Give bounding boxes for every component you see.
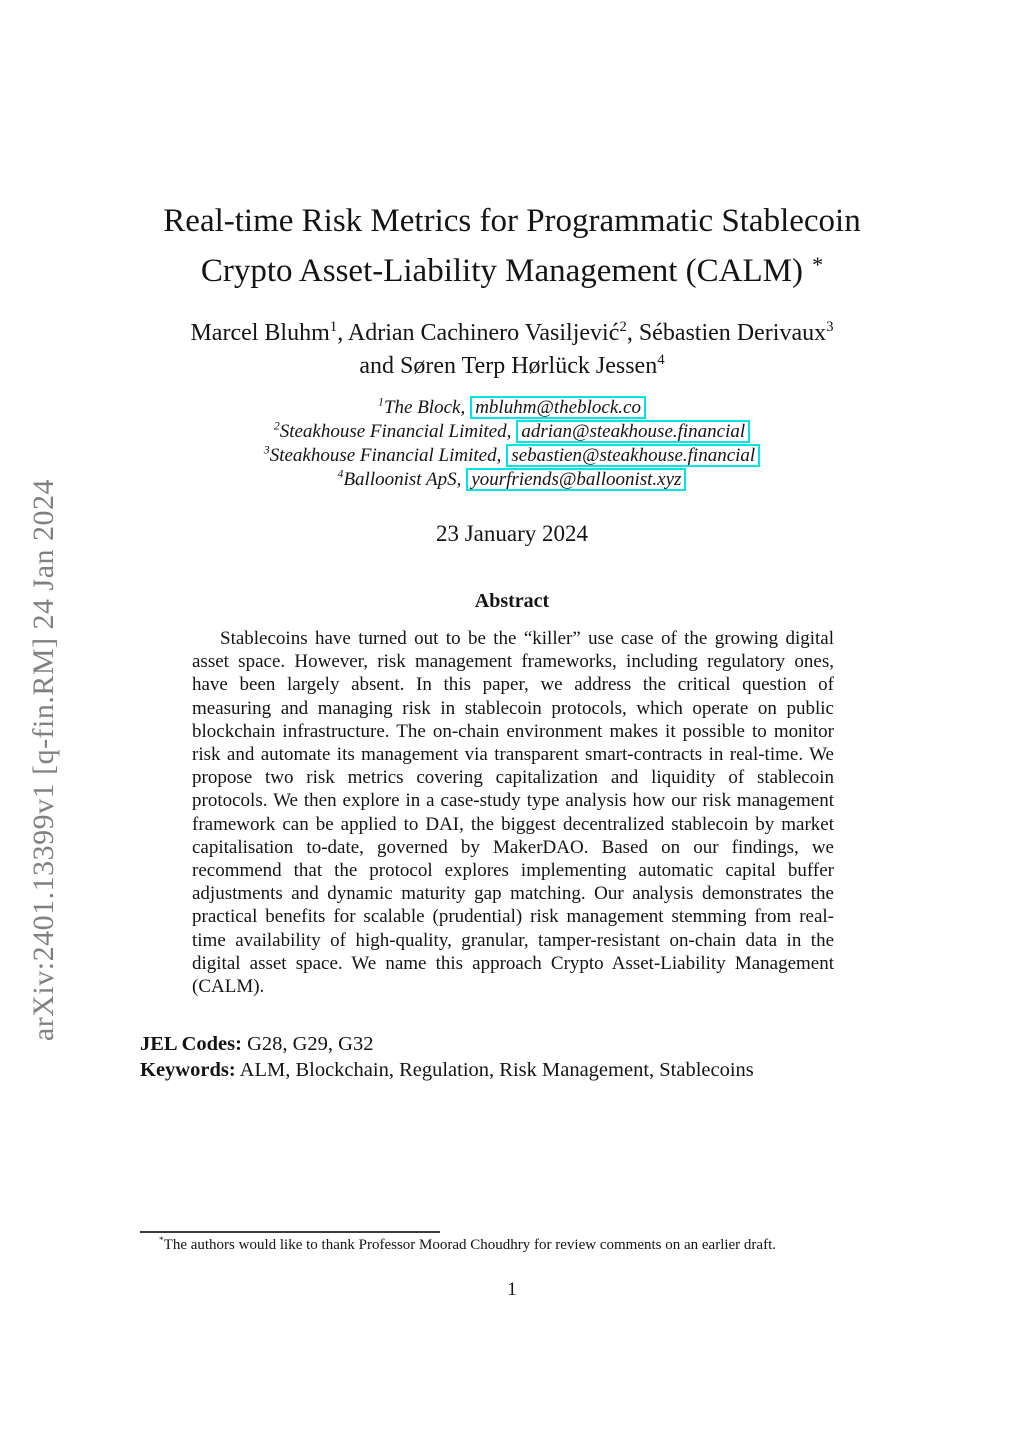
affiliation-line [0, 420, 1024, 444]
title-footnote-marker: * [811, 252, 824, 277]
affiliation-line [0, 444, 1024, 468]
author-list [0, 317, 1024, 383]
jel-value: G28, G29, G32 [247, 1033, 374, 1055]
abstract-heading: Abstract [474, 590, 550, 612]
author-affil-ref: 1 [329, 319, 338, 335]
author-name: Sébastien Derivaux [638, 320, 827, 346]
title-line-2: Crypto Asset-Liability Management (CALM) [200, 253, 803, 289]
keywords-value: ALM, Blockchain, Regulation, Risk Management, Stablecoins [239, 1059, 754, 1081]
affiliation-number: 2 [273, 419, 280, 433]
affiliation-number: 4 [337, 467, 344, 481]
affiliation-org: Steakhouse Financial Limited, [279, 421, 512, 442]
author-affil-ref: 3 [826, 319, 834, 335]
arxiv-watermark: arXiv:2401.13399v1 [q-fin.RM] 24 Jan 2024 [27, 478, 60, 1042]
footnote-rule [140, 1231, 440, 1233]
affiliation-org: Steakhouse Financial Limited, [269, 445, 502, 466]
footnote-marker: * [159, 1236, 164, 1246]
author-line-2 [0, 350, 1024, 383]
page-number: 1 [507, 1279, 517, 1300]
author-affil-ref: 2 [619, 319, 627, 335]
affiliation-list [0, 396, 1024, 492]
author-line-1 [0, 317, 1024, 350]
email-link[interactable]: yourfriends@balloonist.xyz [466, 468, 686, 491]
footnote-text: The authors would like to thank Professor Moorad Choudhry for review comments on an earlier draft. [163, 1237, 776, 1253]
keywords-label: Keywords: [140, 1059, 236, 1081]
jel-codes-line [140, 1031, 884, 1057]
author-affil-ref: 4 [657, 352, 665, 368]
keywords-line [140, 1057, 884, 1083]
footnote [140, 1236, 888, 1255]
affiliation-number: 3 [263, 443, 270, 457]
paper-title [0, 200, 1024, 293]
email-link[interactable]: mbluhm@theblock.co [470, 396, 646, 419]
paper-meta [140, 1031, 884, 1083]
paper-date: 23 January 2024 [435, 521, 589, 546]
author-name: Adrian Cachinero Vasiljević [347, 320, 620, 346]
abstract-text: Stablecoins have turned out to be the “killer” use case of the growing digital asset space. However, risk management frameworks, including regulatory ones, have been largely absent. In this paper, we address the critical question of measuring and managing risk in stablecoin protocols, which operate on public blockchain infrastructure. The on-chain environment makes it possible to monitor risk and automate its management via transparent smart-contracts in real-time. We propose two risk metrics covering capitalization and liquidity of stablecoin protocols. We then explore in a case-study type analysis how our risk management framework can be applied to DAI, the biggest decentralized stablecoin by market capitalisation to-date, governed by MakerDAO. Based on our findings, we recommend that the protocol explores implementing automatic capital buffer adjustments and dynamic maturity gap matching. Our analysis demonstrates the practical benefits for scalable (prudential) risk management stemming from real-time availability of high-quality, granular, tamper-resistant on-chain data in the digital asset space. We name this approach Crypto Asset-Liability Management (CALM). [192, 628, 834, 998]
email-link[interactable]: adrian@steakhouse.financial [516, 420, 750, 443]
affiliation-org: The Block, [383, 397, 466, 418]
affiliation-number: 1 [378, 395, 384, 409]
affiliation-line [0, 396, 1024, 420]
affiliation-line [0, 468, 1024, 492]
email-link[interactable]: sebastien@steakhouse.financial [506, 444, 760, 467]
author-separator: , [626, 320, 639, 346]
author-name: Marcel Bluhm [190, 320, 330, 346]
affiliation-org: Balloonist ApS, [343, 469, 462, 490]
author-name: Søren Terp Hørlück Jessen [400, 353, 658, 379]
title-line-1: Real-time Risk Metrics for Programmatic Stablecoin [163, 203, 861, 239]
jel-label: JEL Codes: [140, 1033, 242, 1055]
author-separator: , [337, 320, 348, 346]
author-conjunction: and [359, 353, 401, 379]
